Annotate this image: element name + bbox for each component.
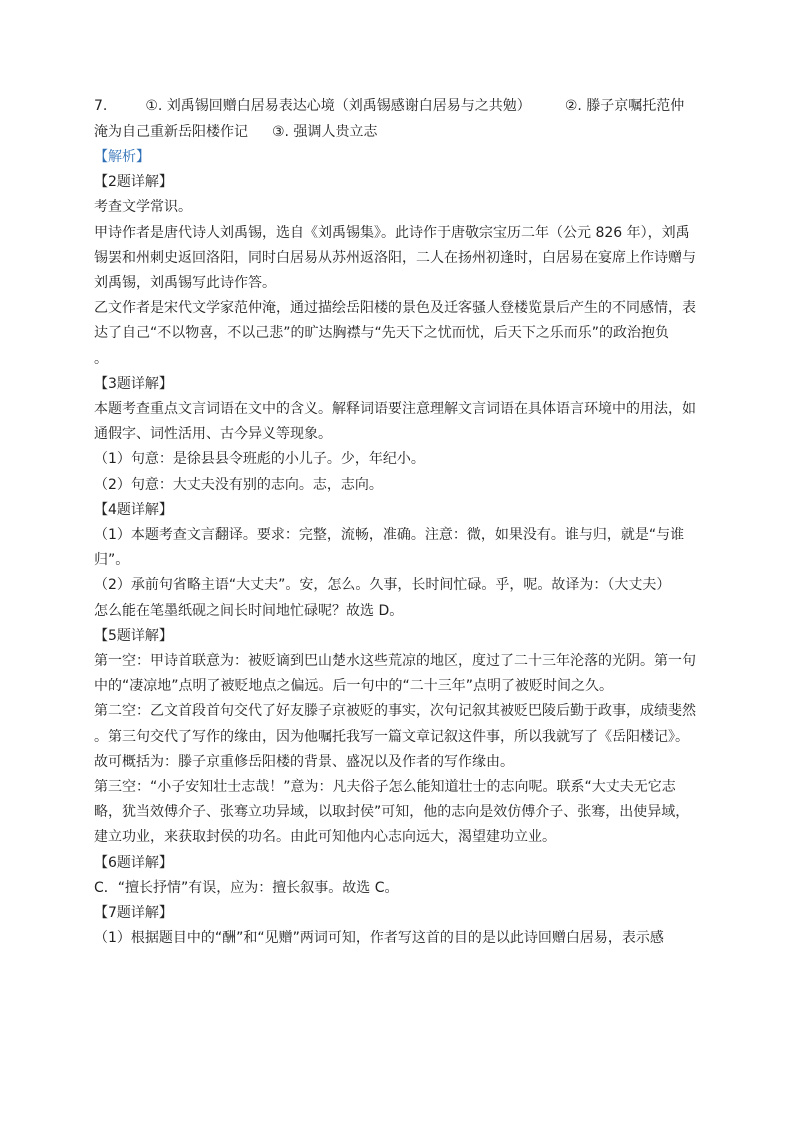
q2-line: 锡罢和州刺史返回洛阳，同时白居易从苏州返洛阳，二人在扬州初逢时，白居易在宴席上作诗赠与 — [94, 249, 696, 266]
document-page — [94, 93, 700, 952]
answer-number: 7. — [94, 98, 108, 114]
q2-line: 甲诗作者是唐代诗人刘禹锡，选自《刘禹锡集》。此诗作于唐敬宗宝历二年（公元 826 年），刘禹 — [94, 224, 690, 241]
q5-heading: 【5题详解】 — [94, 627, 173, 644]
q3-line: （1）句意：是徐县县令班彪的小儿子。少，年纪小。 — [94, 451, 425, 468]
q5-line: 第三空：“小子安知壮士志哉！”意为：凡夫俗子怎么能知道壮士的志向呢。联系“大丈夫无它志 — [94, 779, 676, 796]
q4-line: 归”。 — [94, 552, 130, 569]
answer-line-2 — [94, 119, 700, 145]
q3-line: （2）句意：大丈夫没有别的志向。志，志向。 — [94, 476, 383, 493]
q2-line: 刘禹锡，刘禹锡写此诗作答。 — [94, 275, 276, 292]
answer-line-1 — [94, 93, 700, 119]
q4-line: 怎么能在笔墨纸砚之间长时间地忙碌呢？故选 D。 — [94, 602, 404, 619]
q3-line: 通假字、词性活用、古今异义等现象。 — [94, 426, 332, 443]
q6-line: C．“擅长抒情”有误，应为：擅长叙事。故选 C。 — [94, 879, 399, 896]
q3-heading: 【3题详解】 — [94, 375, 173, 392]
q4-heading: 【4题详解】 — [94, 501, 173, 518]
q5-line: 第一空：甲诗首联意为：被贬谪到巴山楚水这些荒凉的地区，度过了二十三年沦落的光阴。第一句 — [94, 653, 696, 670]
q5-line: 中的“凄凉地”点明了被贬地点之偏远。后一句中的“二十三年”点明了被贬时间之久。 — [94, 678, 614, 695]
answer-item-2-continued: 淹为自己重新岳阳楼作记 — [94, 124, 248, 140]
q4-line: （1）本题考查文言翻译。要求：完整，流畅，准确。注意：微，如果没有。谁与归，就是“与谁 — [94, 527, 685, 544]
answer-item-3: ③. 强调人贵立志 — [272, 124, 378, 140]
answer-item-2: ②. 滕子京嘱托范仲 — [564, 98, 685, 114]
q7-line: （1）根据题目中的“酬”和“见赠”两词可知，作者写这首的目的是以此诗回赠白居易，表示感 — [94, 930, 664, 947]
q2-line: 。 — [94, 350, 108, 367]
q4-line: （2）承前句省略主语“大丈夫”。安，怎么。久事，长时间忙碌。乎，呢。故译为：（大丈夫） — [94, 577, 671, 594]
q2-line: 达了自己“不以物喜，不以己悲”的旷达胸襟与“先天下之忧而忧，后天下之乐而乐”的政治抱负 — [94, 325, 670, 342]
q6-heading: 【6题详解】 — [94, 854, 173, 871]
q2-heading: 【2题详解】 — [94, 174, 173, 191]
q5-line: 故可概括为：滕子京重修岳阳楼的背景、盛况以及作者的写作缘由。 — [94, 753, 514, 770]
analysis-heading: 【解析】 — [94, 149, 150, 165]
answer-item-1: ①. 刘禹锡回赠白居易表达心境（刘禹锡感谢白居易与之共勉） — [145, 98, 531, 114]
q5-line: 略，犹当效傅介子、张骞立功异域，以取封侯”可知，他的志向是效仿傅介子、张骞，出使异域， — [94, 804, 690, 821]
q3-line: 本题考查重点文言词语在文中的含义。解释词语要注意理解文言词语在具体语言环境中的用法，如 — [94, 401, 696, 418]
q7-heading: 【7题详解】 — [94, 905, 173, 922]
q2-line: 乙文作者是宋代文学家范仲淹，通过描绘岳阳楼的景色及迁客骚人登楼览景后产生的不同感情，表 — [94, 300, 696, 317]
q5-line: 建立功业，来获取封侯的功名。由此可知他内心志向远大，渴望建功立业。 — [94, 829, 556, 846]
q5-line: 第二空：乙文首段首句交代了好友滕子京被贬的事实，次句记叙其被贬巴陵后勤于政事，成绩斐然 — [94, 703, 696, 720]
q2-line: 考查文学常识。 — [94, 199, 192, 216]
q5-line: 。第三句交代了写作的缘由，因为他嘱托我写一篇文章记叙这件事，所以我就写了《岳阳楼记》。 — [94, 728, 689, 745]
